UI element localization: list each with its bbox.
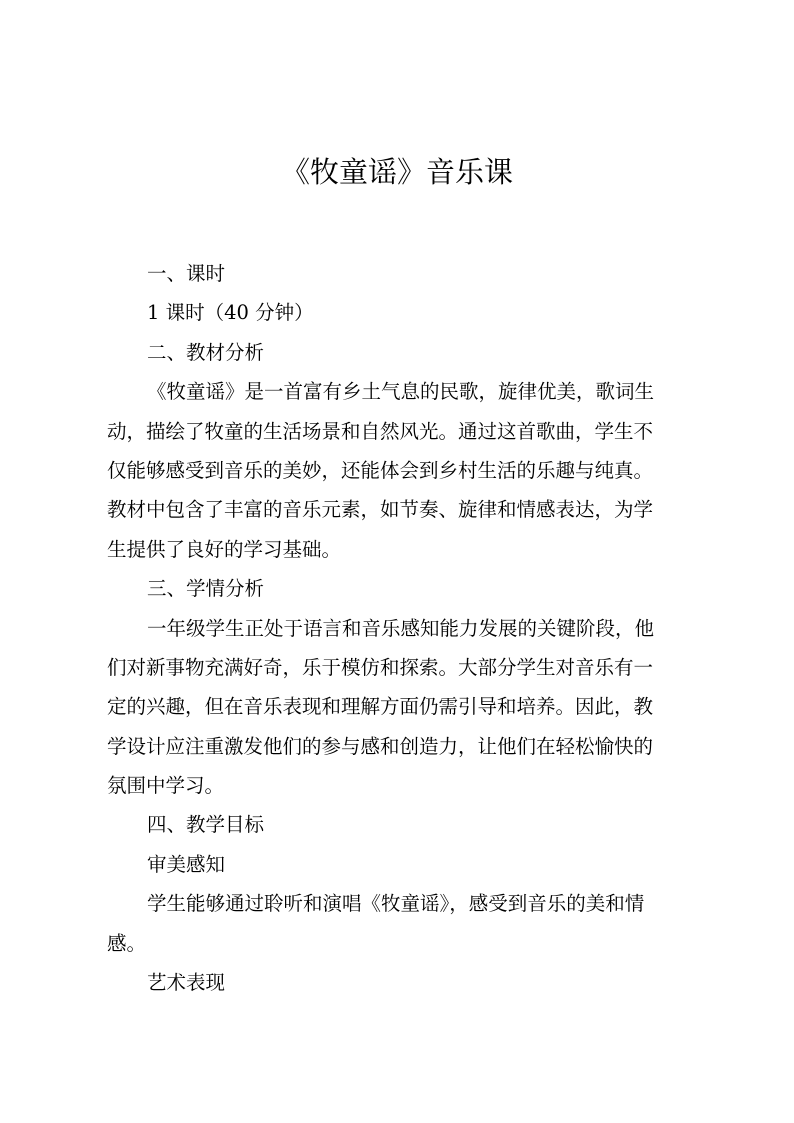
section-heading-period: 一、课时 bbox=[147, 262, 226, 285]
paragraph-line: 学设计应注重激发他们的参与感和创造力，让他们在轻松愉快的 bbox=[107, 734, 654, 758]
goal-aesthetic-label: 审美感知 bbox=[147, 852, 226, 876]
paragraph-line: 们对新事物充满好奇，乐于模仿和探索。大部分学生对音乐有一 bbox=[107, 655, 654, 679]
section-heading-teaching-goals: 四、教学目标 bbox=[147, 813, 265, 837]
paragraph-line: 《牧童谣》是一首富有乡土气息的民歌，旋律优美，歌词生 bbox=[147, 380, 655, 404]
paragraph-line: 教材中包含了丰富的音乐元素，如节奏、旋律和情感表达，为学 bbox=[107, 498, 654, 522]
paragraph-line: 动，描绘了牧童的生活场景和自然风光。通过这首歌曲，学生不 bbox=[107, 419, 654, 443]
period-text: 1 课时（40 分钟） bbox=[147, 301, 314, 325]
section-heading-learner-analysis: 三、学情分析 bbox=[147, 577, 265, 601]
paragraph-line: 定的兴趣，但在音乐表现和理解方面仍需引导和培养。因此，教 bbox=[107, 695, 654, 719]
material-analysis-paragraph bbox=[107, 372, 695, 569]
goal-art-label: 艺术表现 bbox=[147, 971, 226, 995]
document-body bbox=[107, 254, 695, 1002]
paragraph-line: 一年级学生正处于语言和音乐感知能力发展的关键阶段，他 bbox=[147, 616, 655, 640]
goal-aesthetic-paragraph bbox=[107, 884, 695, 963]
paragraph-line: 氛围中学习。 bbox=[107, 774, 225, 798]
paragraph-line: 生提供了良好的学习基础。 bbox=[107, 537, 342, 561]
paragraph-line: 学生能够通过聆听和演唱《牧童谣》，感受到音乐的美和情 bbox=[147, 892, 645, 916]
paragraph-line: 感。 bbox=[107, 931, 147, 955]
paragraph-line: 仅能够感受到音乐的美妙，还能体会到乡村生活的乐趣与纯真。 bbox=[107, 458, 654, 482]
document-title: 《牧童谣》音乐课 bbox=[280, 155, 513, 189]
section-heading-material-analysis: 二、教材分析 bbox=[147, 340, 265, 364]
learner-analysis-paragraph bbox=[107, 609, 695, 806]
